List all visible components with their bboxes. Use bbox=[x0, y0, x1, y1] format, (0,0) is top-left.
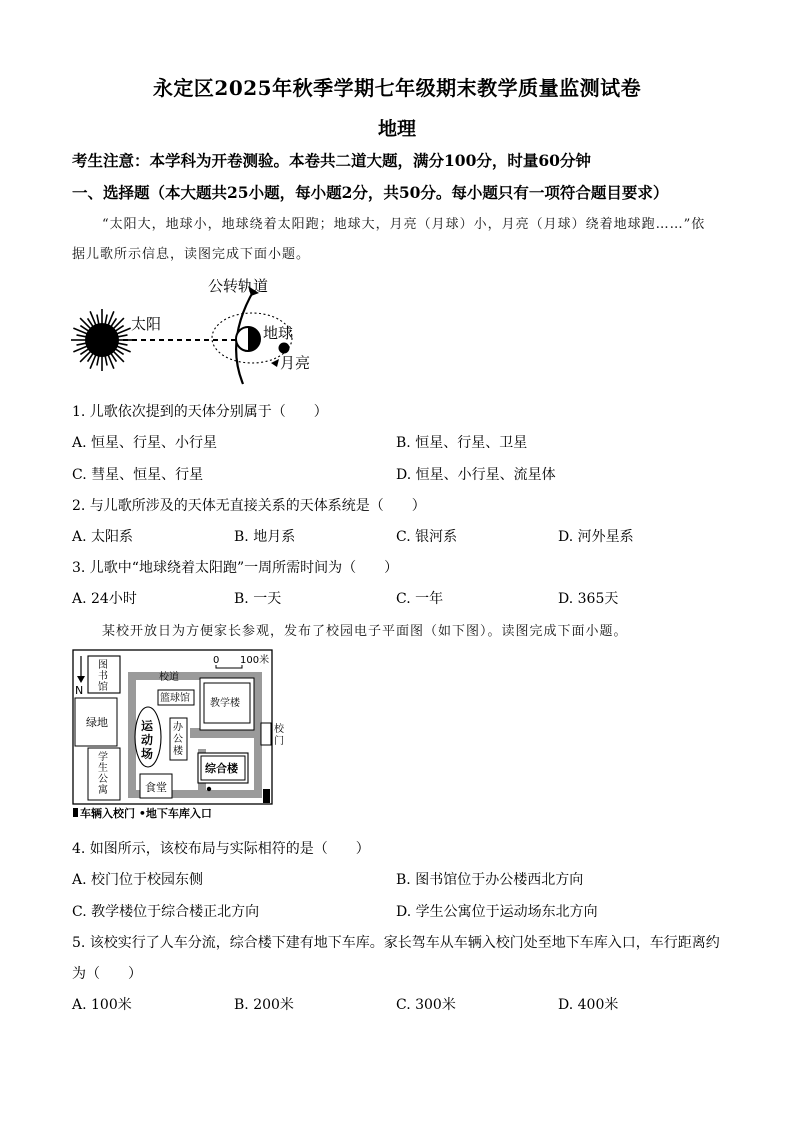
option-d[interactable]: D. 恒星、小行星、流星体 bbox=[396, 467, 556, 483]
gate-label: 校 bbox=[274, 724, 284, 735]
legend-vehicle-gate-icon bbox=[73, 808, 78, 817]
question-stem: 5. 该校实行了人车分流，综合楼下建有地下车库。家长驾车从车辆入校门处至地下车库入口，车行距离约 bbox=[72, 935, 720, 951]
option-b[interactable]: B. 200米 bbox=[234, 997, 294, 1013]
section-heading: 一、选择题（本大题共25小题，每小题2分，共50分。每小题只有一项符合题目要求） bbox=[72, 183, 669, 202]
option-d[interactable]: D. 365天 bbox=[558, 591, 619, 607]
option-a[interactable]: A. 恒星、行星、小行星 bbox=[72, 435, 218, 451]
option-a[interactable]: A. 24小时 bbox=[72, 591, 137, 607]
vehicle-gate-marker bbox=[263, 789, 270, 803]
road-label: 校道 bbox=[159, 672, 179, 683]
option-b[interactable]: B. 地月系 bbox=[234, 529, 296, 545]
dorm-label: 学 bbox=[98, 752, 108, 763]
question-stem: 3. 儿歌中“地球绕着太阳跑”一周所需时间为（ ） bbox=[72, 560, 399, 576]
teaching-building-label: 教学楼 bbox=[210, 698, 240, 709]
gate-label: 门 bbox=[274, 736, 284, 747]
option-c[interactable]: C. 银河系 bbox=[396, 529, 458, 545]
map-legend: 车辆入校门 •地下车库入口 bbox=[80, 807, 212, 820]
option-d[interactable]: D. 学生公寓位于运动场东北方向 bbox=[396, 904, 598, 920]
orbit-label: 公转轨道 bbox=[208, 277, 269, 295]
sports-label: 动 bbox=[141, 733, 154, 747]
sports-label: 场 bbox=[141, 747, 154, 761]
option-c[interactable]: C. 一年 bbox=[396, 591, 444, 607]
scale-distance-label: 100米 bbox=[240, 655, 270, 666]
complex-label: 综合楼 bbox=[205, 762, 238, 775]
library-label: 馆 bbox=[98, 682, 108, 693]
option-a[interactable]: A. 100米 bbox=[72, 997, 132, 1013]
subject-title: 地理 bbox=[377, 118, 416, 140]
sun-label: 太阳 bbox=[131, 315, 162, 333]
option-b[interactable]: B. 图书馆位于办公楼西北方向 bbox=[396, 872, 584, 888]
green-label: 绿地 bbox=[86, 716, 108, 729]
option-c[interactable]: C. 彗星、恒星、行星 bbox=[72, 467, 204, 483]
office-label: 公 bbox=[173, 734, 183, 745]
sun-earth-moon-figure bbox=[65, 272, 335, 390]
option-b[interactable]: B. 一天 bbox=[234, 591, 282, 607]
question-stem: 2. 与儿歌所涉及的天体无直接关系的天体系统是（ ） bbox=[72, 498, 426, 514]
option-d[interactable]: D. 河外星系 bbox=[558, 529, 634, 545]
garage-entrance-marker bbox=[207, 787, 211, 791]
exam-title: 永定区2025年秋季学期七年级期末教学质量监测试卷 bbox=[152, 76, 642, 100]
moon-orbit-arrow-icon bbox=[271, 359, 279, 367]
basketball-label: 篮球馆 bbox=[160, 693, 190, 704]
option-c[interactable]: C. 300米 bbox=[396, 997, 456, 1013]
earth-label: 地球 bbox=[263, 324, 294, 342]
office-label: 楼 bbox=[173, 746, 183, 757]
sun-ray bbox=[113, 318, 124, 329]
intro-paragraph-line: 某校开放日为方便家长参观，发布了校园电子平面图（如下图）。读图完成下面小题。 bbox=[102, 624, 628, 639]
option-a[interactable]: A. 太阳系 bbox=[72, 529, 134, 545]
option-b[interactable]: B. 恒星、行星、卫星 bbox=[396, 435, 528, 451]
school-gate bbox=[261, 723, 271, 745]
dorm-label: 寓 bbox=[98, 785, 108, 796]
sun-ray bbox=[113, 351, 124, 362]
option-d[interactable]: D. 400米 bbox=[558, 997, 619, 1013]
sun-ray bbox=[80, 351, 91, 362]
scale-zero-label: 0 bbox=[213, 655, 220, 666]
option-c[interactable]: C. 教学楼位于综合楼正北方向 bbox=[72, 904, 260, 920]
intro-paragraph-line: “太阳大，地球小，地球绕着太阳跑；地球大，月亮（月球）小，月亮（月球）绕着地球跑……”依 bbox=[102, 217, 706, 232]
north-label: N bbox=[75, 684, 84, 697]
exam-notice: 考生注意：本学科为开卷测验。本卷共二道大题，满分100分，时量60分钟 bbox=[72, 151, 591, 170]
question-stem: 4. 如图所示，该校布局与实际相符的是（ ） bbox=[72, 841, 370, 857]
library-label: 书 bbox=[98, 671, 108, 682]
dorm-label: 生 bbox=[98, 763, 108, 774]
intro-paragraph-line: 据儿歌所示信息，读图完成下面小题。 bbox=[72, 247, 311, 262]
dorm-label: 公 bbox=[98, 774, 108, 785]
library-label: 图 bbox=[98, 660, 108, 671]
option-a[interactable]: A. 校门位于校园东侧 bbox=[72, 872, 204, 888]
campus-map-figure bbox=[70, 648, 284, 820]
sun-ray bbox=[80, 318, 91, 329]
question-stem-continued: 为（ ） bbox=[72, 966, 142, 982]
office-label: 办 bbox=[173, 722, 183, 733]
moon-icon bbox=[279, 343, 290, 354]
canteen-label: 食堂 bbox=[145, 781, 167, 794]
question-stem: 1. 儿歌依次提到的天体分别属于（ ） bbox=[72, 404, 328, 420]
earth-icon bbox=[236, 327, 260, 351]
moon-label: 月亮 bbox=[280, 354, 311, 372]
sports-label: 运 bbox=[141, 719, 154, 733]
